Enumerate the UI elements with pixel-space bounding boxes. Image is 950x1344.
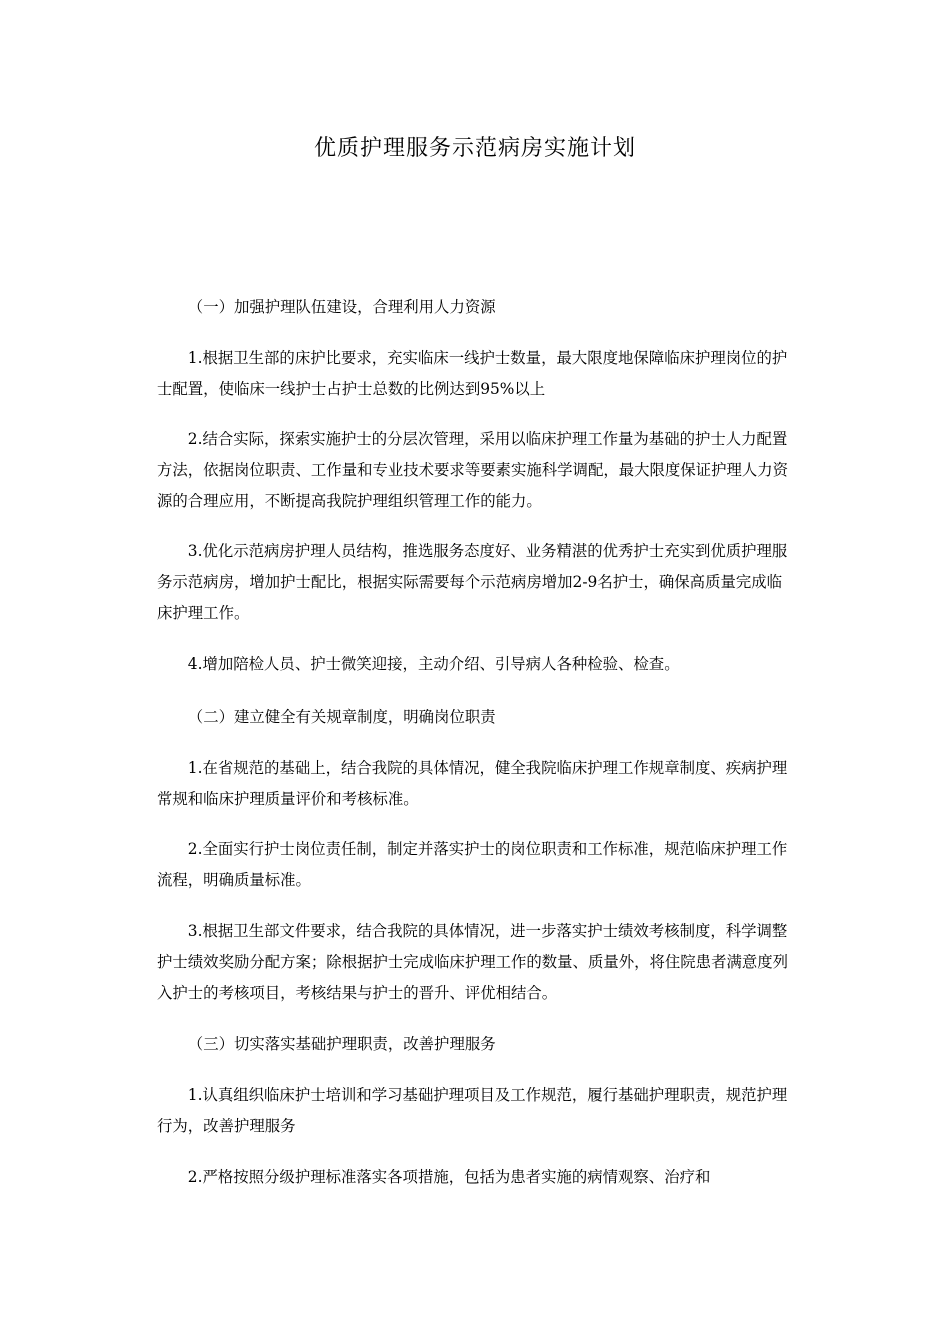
section-heading-3: （三）切实落实基础护理职责，改善护理服务 — [187, 1035, 496, 1053]
section-heading-1: （一）加强护理队伍建设，合理利用人力资源 — [187, 298, 496, 316]
paragraph-1-2: 2.结合实际，探索实施护士的分层次管理，采用以临床护理工作量为基础的护士人力配置方法，依据岗位职责、工作量和专业技术要求等要素实施科学调配，最大限度保证护理人力资源的合理应用，不断提高我院护理组织管理工作的能力。 — [157, 430, 789, 510]
document-title: 优质护理服务示范病房实施计划 — [313, 136, 636, 161]
paragraph-1-4: 4.增加陪检人员、护士微笑迎接，主动介绍、引导病人各种检验、检查。 — [187, 655, 680, 673]
paragraph-3-1: 1.认真组织临床护士培训和学习基础护理项目及工作规范，履行基础护理职责，规范护理行为，改善护理服务 — [157, 1086, 788, 1135]
paragraph-1-1: 1.根据卫生部的床护比要求，充实临床一线护士数量，最大限度地保障临床护理岗位的护士配置，使临床一线护士占护士总数的比例达到95%以上 — [157, 349, 788, 398]
section-heading-2: （二）建立健全有关规章制度，明确岗位职责 — [187, 708, 496, 726]
paragraph-1-3: 3.优化示范病房护理人员结构，推选服务态度好、业务精湛的优秀护士充实到优质护理服务示范病房，增加护士配比，根据实际需要每个示范病房增加2-9名护士，确保高质量完成临床护理工作。 — [157, 542, 788, 622]
paragraph-2-1: 1.在省规范的基础上，结合我院的具体情况，健全我院临床护理工作规章制度、疾病护理常规和临床护理质量评价和考核标准。 — [157, 759, 788, 808]
paragraph-2-3: 3.根据卫生部文件要求，结合我院的具体情况，进一步落实护士绩效考核制度，科学调整护士绩效奖励分配方案；除根据护士完成临床护理工作的数量、质量外，将住院患者满意度列入护士的考核项目，考核结果与护士的晋升、评优相结合。 — [157, 922, 789, 1002]
paragraph-3-2: 2.严格按照分级护理标准落实各项措施，包括为患者实施的病情观察、治疗和 — [187, 1168, 711, 1186]
paragraph-2-2: 2.全面实行护士岗位责任制，制定并落实护士的岗位职责和工作标准，规范临床护理工作流程，明确质量标准。 — [157, 840, 788, 889]
